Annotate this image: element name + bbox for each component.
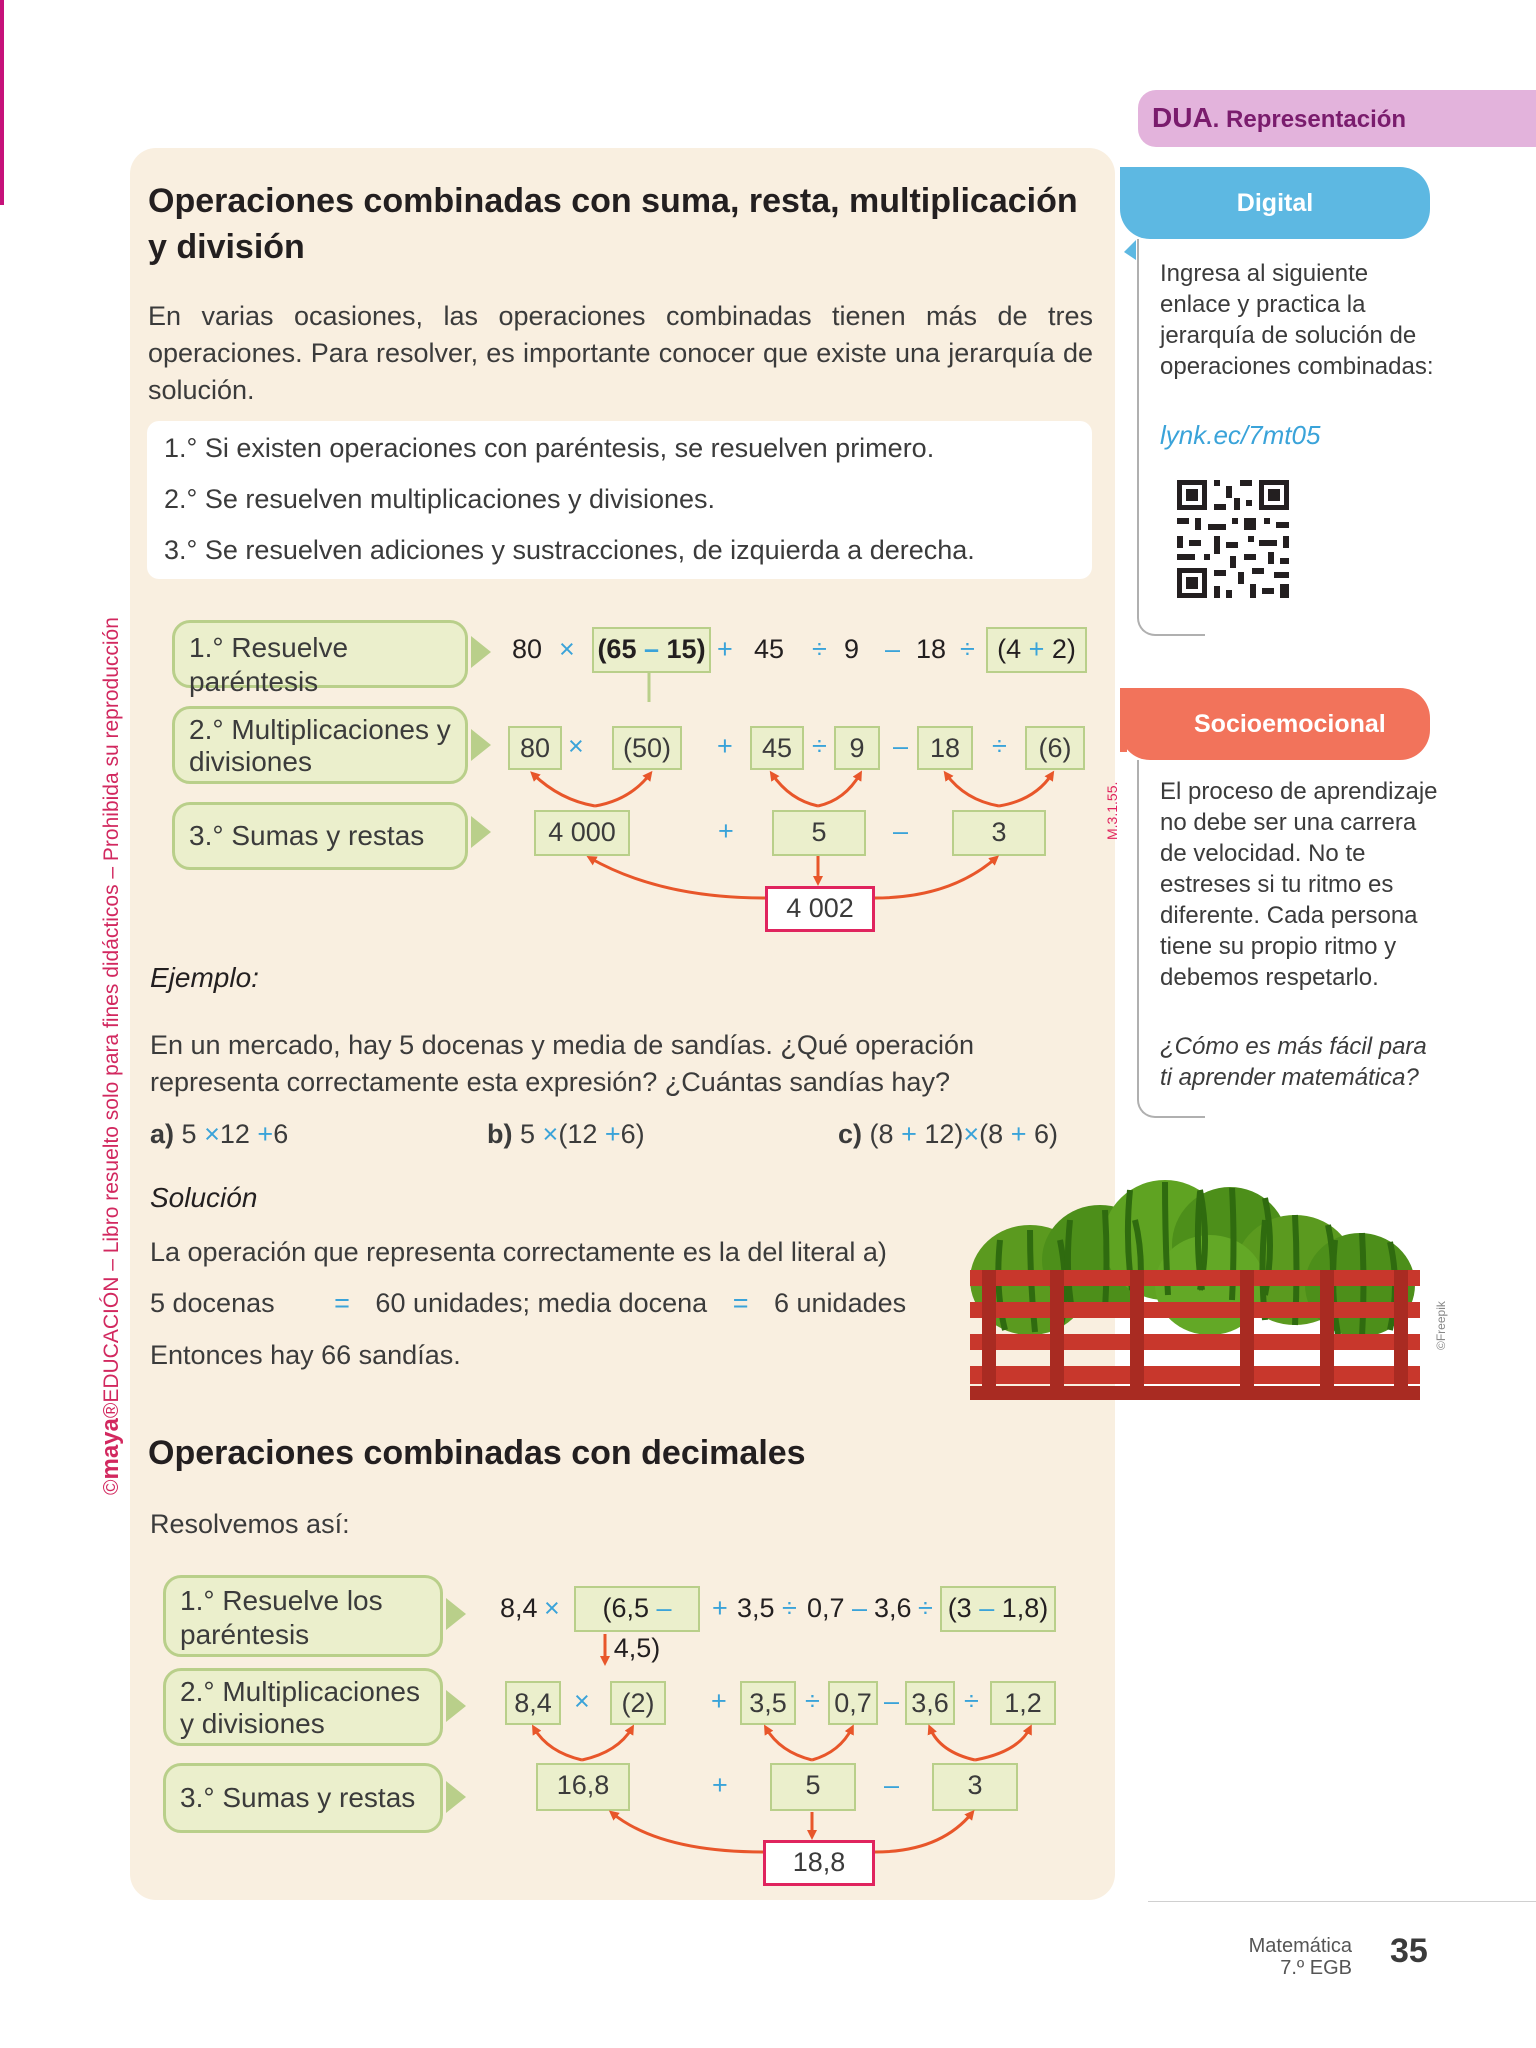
rule-1: 1.° Si existen operaciones con paréntesis, se resuelven primero. [164, 433, 935, 463]
d1-step-2: 2.° Multiplicaciones y divisiones [172, 706, 468, 784]
d1-paren2-b: 2) [1051, 634, 1076, 664]
d1-r2-minus: – [893, 731, 909, 761]
d2-r1-minus: – [852, 1593, 868, 1623]
d1-result: 4 002 [765, 886, 875, 932]
rule-2: 2.° Se resuelven multiplicaciones y divisiones. [164, 484, 716, 514]
option-a-p3: + [257, 1119, 274, 1149]
d1-paren2-a: (4 [997, 634, 1022, 664]
example-heading: Ejemplo: [150, 962, 259, 993]
d1-r1-45: 45 [754, 634, 785, 664]
dua-bold: DUA [1152, 102, 1213, 133]
page-number: 35 [1390, 1932, 1428, 1970]
copyright-text: ®EDUCACIÓN – Libro resuelto solo para fines didácticos – Prohibida su reproducción [100, 617, 123, 1419]
d2-arrow-36 [930, 1728, 975, 1760]
d1-r2-45: 45 [750, 726, 804, 770]
d2-arrow-84 [534, 1728, 582, 1760]
d1-step-3: 3.° Sumas y restas [172, 802, 468, 870]
digital-tab: Digital [1120, 167, 1430, 239]
watermelon-crate-image [960, 1160, 1430, 1410]
d1-paren1-op: – [643, 634, 660, 664]
footer-grade: 7.º EGB [1280, 1957, 1352, 1979]
d2-step-3: 3.° Sumas y restas [163, 1763, 443, 1833]
d2-r3-minus: – [884, 1770, 900, 1800]
socio-code-wrap [1104, 781, 1134, 870]
d1-r3-minus: – [893, 816, 909, 846]
d1-r3-3: 3 [952, 810, 1046, 856]
d2-r1-35: 3,5 [737, 1593, 775, 1623]
d1-r1-18: 18 [916, 634, 947, 664]
option-c-p0: (8 [869, 1119, 894, 1149]
sol-eq1: = [334, 1288, 350, 1318]
option-c-p5: + [1010, 1119, 1027, 1149]
d2-r1-84: 8,4 [500, 1593, 538, 1623]
footer-subject: Matemática [1248, 1935, 1352, 1957]
option-a-label: a) [150, 1119, 175, 1149]
option-b-p1: × [542, 1119, 559, 1149]
d1-r1-80: 80 [512, 634, 543, 664]
digital-link[interactable]: lynk.ec/7mt05 [1160, 420, 1321, 450]
d2-result: 18,8 [763, 1840, 875, 1886]
option-b-label: b) [487, 1119, 513, 1149]
socio-tab-label: Socioemocional [1194, 710, 1386, 738]
solution-line1: La operación que representa correctamente es la del literal a) [150, 1237, 887, 1267]
option-b-p0: 5 [520, 1119, 536, 1149]
d2-r3-5: 5 [770, 1763, 856, 1811]
section1-title-line2: y división [148, 228, 305, 266]
d2-paren1-b: 4,5) [613, 1633, 661, 1663]
d1-r2-9: 9 [834, 726, 880, 770]
solution-heading: Solución [150, 1182, 258, 1213]
socio-question: ¿Cómo es más fácil para ti aprender matemática? [1160, 1033, 1427, 1091]
d2-step-1: 1.° Resuelve los paréntesis [163, 1575, 443, 1657]
d2-r2-times: × [574, 1686, 590, 1716]
option-a-p4: 6 [273, 1119, 289, 1149]
d1-paren1-a: (65 [597, 634, 637, 664]
d1-r2-6: (6) [1025, 726, 1085, 770]
d1-r1-times: × [559, 634, 575, 664]
credit-wrap [1434, 1300, 1454, 1360]
d2-paren2-op: – [979, 1593, 995, 1623]
sol-5-docenas: 5 docenas [150, 1288, 275, 1318]
d1-r3-4000: 4 000 [534, 810, 630, 856]
option-b-p2: (12 [558, 1119, 598, 1149]
d2-r3-168: 16,8 [536, 1763, 630, 1811]
option-c-label: c) [838, 1119, 863, 1149]
d2-r1-36: 3,6 [874, 1593, 912, 1623]
d1-r2-div2: ÷ [992, 731, 1007, 761]
d2-paren1-op: – [656, 1593, 672, 1623]
d1-r3-plus: + [718, 816, 734, 846]
sol-6-unidades: 6 unidades [774, 1288, 907, 1318]
d1-r1-div2: ÷ [960, 634, 975, 664]
d2-paren2-b: 1,8) [1001, 1593, 1049, 1623]
d2-r3-plus: + [712, 1770, 728, 1800]
d2-arrow-2 [582, 1728, 632, 1760]
d2-r2-2: (2) [610, 1681, 666, 1725]
brand-maya: maya [97, 1418, 124, 1480]
d2-r2-12: 1,2 [990, 1681, 1056, 1725]
d1-r2-times: × [568, 731, 584, 761]
sol-60-unidades: 60 unidades; media docena [375, 1288, 708, 1318]
d1-step-1: 1.° Resuelve paréntesis [172, 620, 468, 688]
d1-r1-div: ÷ [812, 634, 827, 664]
footer-subject-block [1180, 1935, 1352, 1979]
sol-eq2: = [732, 1288, 749, 1318]
d2-r2-div2: ÷ [964, 1686, 979, 1716]
socio-text: El proceso de aprendizaje no debe ser una carrera de velocidad. No te estreses si tu ritmo es diferente. Cada persona tiene su propio ritmo y debemos respetarlo. [1160, 778, 1438, 991]
section1-intro: En varias ocasiones, las operaciones combinadas tienen más de tres operaciones. Para resolver, es importante conocer que existe una jerarquía de solución. [148, 301, 1093, 405]
d1-r1-plus: + [717, 634, 733, 664]
section2-intro: Resolvemos así: [150, 1509, 350, 1539]
socio-tab [1120, 688, 1430, 760]
section1-title-line1: Operaciones combinadas con suma, resta, multiplicación [148, 182, 1078, 220]
d2-paren2-a: (3 [947, 1593, 972, 1623]
option-c-p2: 12) [924, 1119, 964, 1149]
section2-title: Operaciones combinadas con decimales [148, 1434, 806, 1472]
d2-r2-36: 3,6 [905, 1681, 955, 1725]
d1-r2-plus: + [717, 731, 733, 761]
d2-arrow-168 [612, 1813, 763, 1852]
d1-r2-div: ÷ [812, 731, 827, 761]
digital-text: Ingresa al siguiente enlace y practica la jerarquía de solución de operaciones combinadas: [1160, 260, 1434, 380]
d1-r1-9: 9 [844, 634, 860, 664]
option-a-p1: × [204, 1119, 220, 1149]
d2-r2-div: ÷ [805, 1686, 820, 1716]
option-b-p4: 6) [620, 1119, 645, 1149]
d2-r2-07: 0,7 [828, 1681, 878, 1725]
option-a-p2: 12 [219, 1119, 250, 1149]
d1-paren2-op: + [1028, 634, 1045, 664]
dua-rest: . Representación [1212, 106, 1407, 133]
d1-r3-5: 5 [772, 810, 866, 856]
d2-r2-plus: + [711, 1686, 727, 1716]
copyright-symbol: © [100, 1479, 123, 1495]
d2-r1-07: 0,7 [807, 1593, 845, 1623]
d2-step-2: 2.° Multiplicaciones y divisiones [163, 1668, 443, 1746]
d2-arrow-12 [975, 1728, 1030, 1760]
d2-paren1-a: (6,5 [602, 1593, 649, 1623]
d2-arrow-3 [875, 1813, 972, 1852]
d2-r3-3: 3 [932, 1763, 1018, 1811]
option-c-p3: × [963, 1119, 980, 1149]
d2-r1-plus: + [712, 1593, 728, 1623]
option-b-p3: + [604, 1119, 621, 1149]
solution-line3: Entonces hay 66 sandías. [150, 1340, 461, 1370]
d2-r2-minus: – [884, 1686, 900, 1716]
image-credit: ©Freepik [1434, 1301, 1448, 1350]
example-question: En un mercado, hay 5 docenas y media de sandías. ¿Qué operación representa correctamente esta expresión? ¿Cuántas sandías hay? [150, 1030, 975, 1097]
d1-paren1-b: 15) [666, 634, 706, 664]
d2-arrow-07 [812, 1728, 852, 1760]
d2-r1-div2: ÷ [918, 1593, 933, 1623]
qr-code-icon[interactable] [1160, 470, 1306, 610]
option-c-p1: + [901, 1119, 917, 1149]
option-c-p4: (8 [979, 1119, 1004, 1149]
option-c-p6: 6) [1034, 1119, 1059, 1149]
d1-r1-minus: – [885, 634, 901, 664]
option-a-p0: 5 [181, 1119, 197, 1149]
d1-r2-18: 18 [917, 726, 973, 770]
d1-r2-80: 80 [508, 726, 562, 770]
footer-rule [1148, 1901, 1536, 1902]
d2-arrow-35 [766, 1728, 812, 1760]
d2-r1-div: ÷ [782, 1593, 797, 1623]
socio-code: M.3.1.55. [1104, 781, 1120, 840]
dua-banner [1138, 90, 1536, 147]
d2-r2-84: 8,4 [505, 1681, 561, 1725]
d2-r2-35: 3,5 [740, 1681, 796, 1725]
rule-3: 3.° Se resuelven adiciones y sustracciones, de izquierda a derecha. [164, 535, 975, 565]
d1-r2-50: (50) [612, 726, 682, 770]
d2-r1-times: × [544, 1593, 560, 1623]
